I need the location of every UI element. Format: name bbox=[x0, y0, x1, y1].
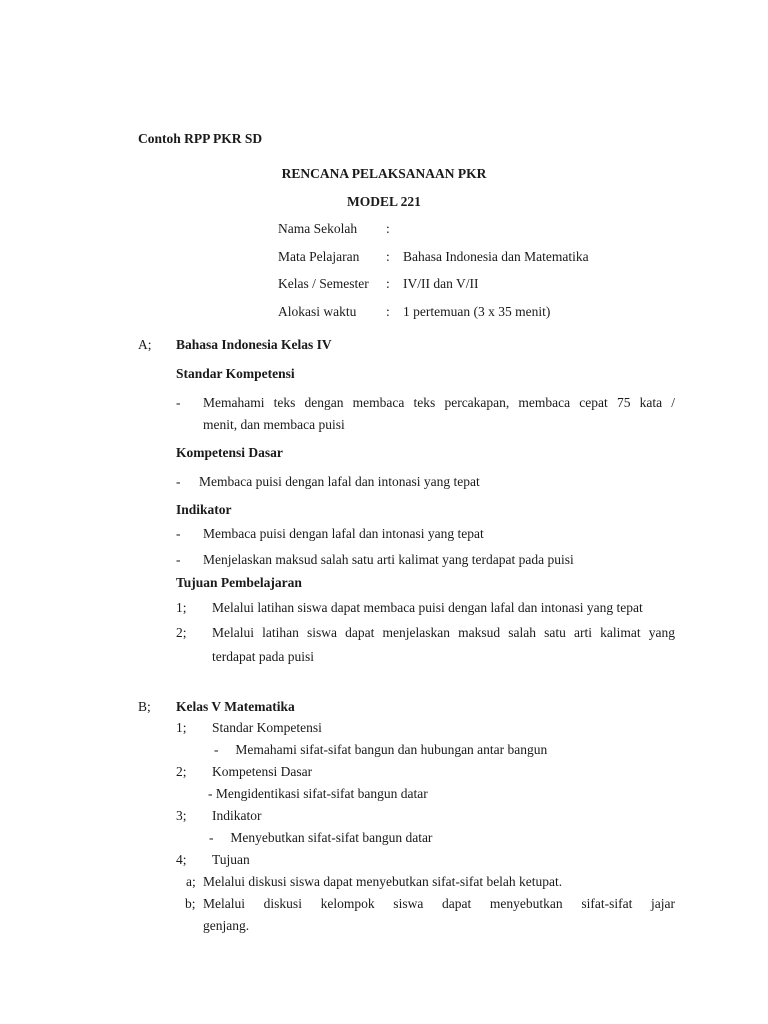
identity-colon: : bbox=[386, 276, 390, 291]
section-a-title: Bahasa Indonesia Kelas IV bbox=[176, 337, 332, 352]
document-title: Contoh RPP PKR SD bbox=[138, 131, 263, 146]
section-b-item-title: Standar Kompetensi bbox=[212, 720, 322, 735]
section-a-marker: A; bbox=[138, 337, 152, 352]
list-dash: - bbox=[176, 395, 181, 410]
identity-label: Kelas / Semester bbox=[278, 276, 369, 291]
list-number: 1; bbox=[176, 720, 187, 735]
section-b-sub-item: - Mengidentikasi sifat-sifat bangun datar bbox=[208, 786, 428, 801]
section-b-item-title: Indikator bbox=[212, 808, 262, 823]
identity-value: Bahasa Indonesia dan Matematika bbox=[403, 249, 589, 264]
list-letter: a; bbox=[186, 874, 196, 889]
list-dash: - bbox=[176, 552, 181, 567]
list-number: 1; bbox=[176, 600, 187, 615]
identity-colon: : bbox=[386, 221, 390, 236]
identity-label: Alokasi waktu bbox=[278, 304, 357, 319]
section-b-item-title: Kompetensi Dasar bbox=[212, 764, 313, 779]
tujuan-item: Melalui latihan siswa dapat membaca puisi dengan lafal dan intonasi yang tepat bbox=[212, 600, 643, 615]
section-b-title: Kelas V Matematika bbox=[176, 699, 295, 714]
identity-value: IV/II dan V/II bbox=[403, 276, 479, 291]
list-number: 2; bbox=[176, 625, 187, 640]
identity-colon: : bbox=[386, 249, 390, 264]
tujuan-pembelajaran-heading: Tujuan Pembelajaran bbox=[176, 575, 302, 590]
identity-label: Nama Sekolah bbox=[278, 221, 358, 236]
list-number: 4; bbox=[176, 852, 187, 867]
identity-label: Mata Pelajaran bbox=[278, 249, 360, 264]
list-number: 2; bbox=[176, 764, 187, 779]
indikator-item: Menjelaskan maksud salah satu arti kalimat yang terdapat pada puisi bbox=[203, 552, 574, 567]
kompetensi-dasar-item: Membaca puisi dengan lafal dan intonasi yang tepat bbox=[199, 474, 480, 489]
identity-colon: : bbox=[386, 304, 390, 319]
tujuan-sub-item-line: genjang. bbox=[203, 918, 250, 933]
list-letter: b; bbox=[185, 896, 196, 911]
section-b-marker: B; bbox=[138, 699, 151, 714]
section-b-sub-item: - Memahami sifat-sifat bangun dan hubungan antar bangun bbox=[214, 742, 548, 757]
list-dash: - bbox=[176, 526, 181, 541]
section-b-item-title: Tujuan bbox=[212, 852, 250, 867]
tujuan-item-line: Melalui latihan siswa dapat menjelaskan maksud salah satu arti kalimat yang bbox=[212, 625, 675, 640]
model-heading: MODEL 221 bbox=[347, 194, 421, 209]
list-number: 3; bbox=[176, 808, 187, 823]
tujuan-sub-item-line: Melalui diskusi kelompok siswa dapat menyebutkan sifat-sifat jajar bbox=[203, 896, 675, 911]
section-b-sub-item: - Menyebutkan sifat-sifat bangun datar bbox=[209, 830, 433, 845]
indikator-heading: Indikator bbox=[176, 502, 232, 517]
kompetensi-dasar-heading: Kompetensi Dasar bbox=[176, 445, 283, 460]
tujuan-sub-item: Melalui diskusi siswa dapat menyebutkan sifat-sifat belah ketupat. bbox=[203, 874, 563, 889]
page-heading: RENCANA PELAKSANAAN PKR bbox=[281, 166, 487, 181]
indikator-item: Membaca puisi dengan lafal dan intonasi yang tepat bbox=[203, 526, 484, 541]
standar-kompetensi-heading: Standar Kompetensi bbox=[176, 366, 295, 381]
standar-kompetensi-line: menit, dan membaca puisi bbox=[203, 417, 345, 432]
standar-kompetensi-line: Memahami teks dengan membaca teks percakapan, membaca cepat 75 kata / bbox=[203, 395, 675, 410]
identity-value: 1 pertemuan (3 x 35 menit) bbox=[403, 304, 551, 319]
list-dash: - bbox=[176, 474, 181, 489]
tujuan-item-line: terdapat pada puisi bbox=[212, 649, 314, 664]
